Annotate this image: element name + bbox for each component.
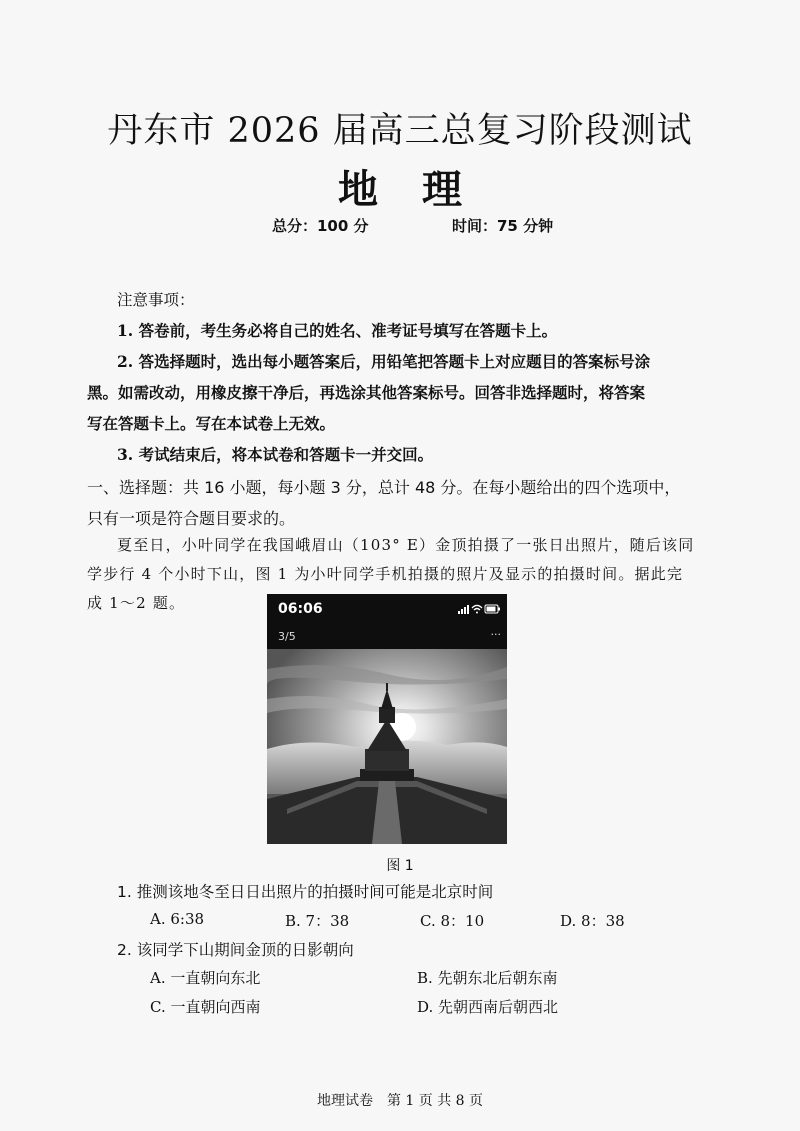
intro-line-1: 夏至日，小叶同学在我国峨眉山（103° E）金顶拍摄了一张日出照片，随后该同 bbox=[117, 536, 695, 554]
intro-line-2: 学步行 4 个小时下山，图 1 为小叶同学手机拍摄的照片及显示的拍摄时间。据此完 bbox=[87, 565, 684, 583]
signal-icon bbox=[458, 605, 469, 614]
question-2-option-a: A. 一直朝向东北 bbox=[150, 969, 261, 987]
phone-clock: 06:06 bbox=[278, 601, 323, 617]
wifi-icon bbox=[472, 606, 482, 614]
question-1-option-b: B. 7：38 bbox=[285, 912, 350, 930]
notice-line-2b: 黑。如需改动，用橡皮擦干净后，再选涂其他答案标号。回答非选择题时，将答案 bbox=[87, 383, 646, 402]
page-footer: 地理试卷 第 1 页 共 8 页 bbox=[316, 1093, 484, 1109]
intro-line-3: 成 1～2 题。 bbox=[87, 594, 186, 612]
exam-subject: 地理 bbox=[338, 167, 506, 213]
question-2-option-b: B. 先朝东北后朝东南 bbox=[417, 969, 558, 987]
notice-line-1: 1. 答卷前，考生务必将自己的姓名、准考证号填写在答题卡上。 bbox=[117, 321, 558, 340]
sunrise-temple-photo bbox=[267, 649, 507, 844]
question-1-stem: 1. 推测该地冬至日日出照片的拍摄时间可能是北京时间 bbox=[117, 883, 494, 901]
question-1-option-c: C. 8：10 bbox=[420, 912, 485, 930]
battery-icon bbox=[485, 605, 500, 613]
notice-line-3: 3. 考试结束后，将本试卷和答题卡一并交回。 bbox=[117, 445, 434, 464]
section-heading-line-1: 一、选择题：共 16 小题，每小题 3 分，总计 48 分。在每小题给出的四个选项中， bbox=[87, 478, 681, 497]
menu-dots-icon: ··· bbox=[490, 628, 501, 641]
total-score: 总分：100 分 bbox=[272, 217, 369, 235]
status-bar-icons bbox=[457, 602, 501, 616]
section-heading-line-2: 只有一项是符合题目要求的。 bbox=[87, 509, 296, 528]
question-1-option-d: D. 8：38 bbox=[560, 912, 625, 930]
question-2-stem: 2. 该同学下山期间金顶的日影朝向 bbox=[117, 941, 354, 959]
question-2-option-d: D. 先朝西南后朝西北 bbox=[417, 998, 559, 1016]
notice-heading: 注意事项： bbox=[117, 291, 195, 309]
question-1-option-a: A. 6:38 bbox=[150, 910, 205, 928]
photo-counter: 3/5 bbox=[278, 630, 296, 643]
exam-title: 丹东市 2026 届高三总复习阶段测试 bbox=[107, 111, 693, 151]
figure-1-phone-screenshot bbox=[267, 594, 507, 844]
notice-line-2a: 2. 答选择题时，选出每小题答案后，用铅笔把答题卡上对应题目的答案标号涂 bbox=[117, 352, 651, 371]
figure-caption: 图 1 bbox=[386, 858, 414, 874]
time-limit: 时间：75 分钟 bbox=[452, 217, 554, 235]
question-2-option-c: C. 一直朝向西南 bbox=[150, 998, 261, 1016]
notice-line-2c: 写在答题卡上。写在本试卷上无效。 bbox=[87, 414, 336, 433]
